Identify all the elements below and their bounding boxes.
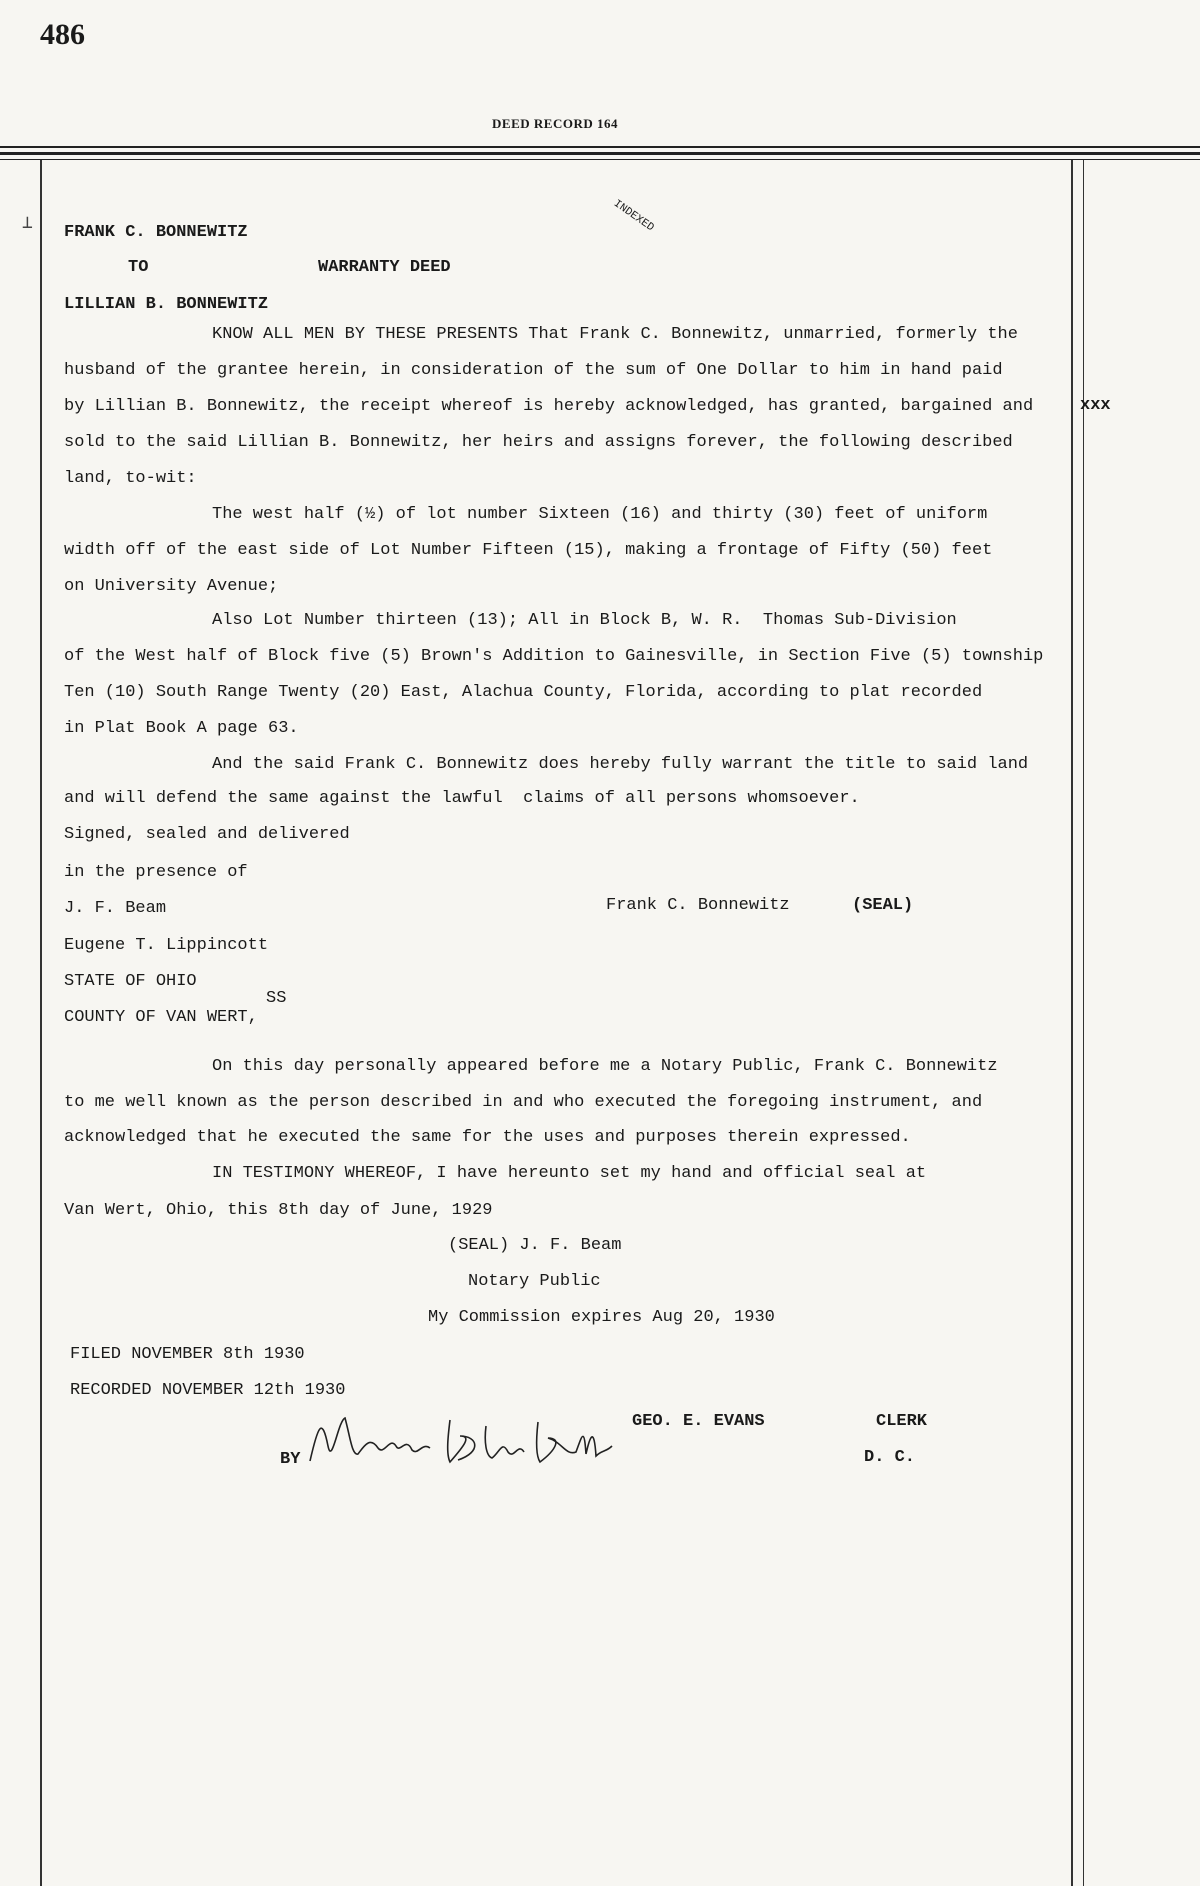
- body-line: width off of the east side of Lot Number Fifteen (15), making a frontage of Fifty (50) feet: [64, 541, 993, 560]
- grantor-signature: Frank C. Bonnewitz: [606, 896, 790, 915]
- caption-to: TO: [128, 258, 149, 277]
- header-rule-middle: [0, 152, 1200, 155]
- header-rule-top: [0, 146, 1200, 148]
- filed-date: FILED NOVEMBER 8th 1930: [70, 1345, 305, 1364]
- acknowledgment-line: to me well known as the person described in and who executed the foregoing instrument, and: [64, 1093, 983, 1112]
- right-margin-line: [1071, 160, 1073, 1886]
- body-line: on University Avenue;: [64, 577, 279, 596]
- body-line: Signed, sealed and delivered: [64, 825, 350, 844]
- body-line: of the West half of Block five (5) Brown's Addition to Gainesville, in Section Five (5) township: [64, 647, 1044, 666]
- body-line: KNOW ALL MEN BY THESE PRESENTS That Frank C. Bonnewitz, unmarried, formerly the: [212, 325, 1018, 344]
- notary-commission: My Commission expires Aug 20, 1930: [428, 1308, 775, 1327]
- body-line: And the said Frank C. Bonnewitz does hereby fully warrant the title to said land: [212, 755, 1029, 774]
- body-line: Ten (10) South Range Twenty (20) East, Alachua County, Florida, according to plat recorded: [64, 683, 983, 702]
- deputy-signature-icon: [300, 1406, 630, 1476]
- grantor-seal: (SEAL): [852, 896, 914, 915]
- header-rule-bottom: [0, 159, 1200, 160]
- venue-ss: SS: [266, 989, 287, 1008]
- margin-tick-mark: ⊥: [22, 214, 33, 234]
- witness-name: Eugene T. Lippincott: [64, 936, 269, 955]
- acknowledgment-line: IN TESTIMONY WHEREOF, I have hereunto set my hand and official seal at: [212, 1164, 927, 1183]
- body-line: in the presence of: [64, 863, 248, 882]
- notary-seal-name: (SEAL) J. F. Beam: [448, 1236, 622, 1255]
- right-margin-line-inner: [1083, 160, 1084, 1886]
- recorded-date: RECORDED NOVEMBER 12th 1930: [70, 1381, 346, 1400]
- indexed-stamp: INDEXED: [611, 198, 656, 235]
- body-line: land, to-wit:: [64, 469, 197, 488]
- page-number: 486: [40, 18, 85, 51]
- body-line: sold to the said Lillian B. Bonnewitz, her heirs and assigns forever, the following described: [64, 433, 1013, 452]
- venue-county: COUNTY OF VAN WERT,: [64, 1008, 258, 1027]
- deputy-clerk-label: D. C.: [864, 1448, 916, 1467]
- clerk-title: CLERK: [876, 1412, 928, 1431]
- clerk-name: GEO. E. EVANS: [632, 1412, 765, 1431]
- book-title: DEED RECORD 164: [492, 116, 618, 131]
- acknowledgment-line: On this day personally appeared before me a Notary Public, Frank C. Bonnewitz: [212, 1057, 998, 1076]
- left-margin-line: [40, 160, 42, 1886]
- grantee-name: LILLIAN B. BONNEWITZ: [64, 295, 269, 314]
- by-label: BY: [280, 1450, 301, 1469]
- grantor-name: FRANK C. BONNEWITZ: [64, 223, 248, 242]
- acknowledgment-line: Van Wert, Ohio, this 8th day of June, 1929: [64, 1201, 493, 1220]
- body-line: Also Lot Number thirteen (13); All in Block B, W. R. Thomas Sub-Division: [212, 611, 957, 630]
- document-type: WARRANTY DEED: [318, 258, 451, 277]
- witness-name: J. F. Beam: [64, 899, 167, 918]
- notary-title: Notary Public: [468, 1272, 601, 1291]
- body-line: and will defend the same against the lawful claims of all persons whomsoever.: [64, 789, 860, 808]
- venue-state: STATE OF OHIO: [64, 972, 197, 991]
- body-line: The west half (½) of lot number Sixteen (16) and thirty (30) feet of uniform: [212, 505, 988, 524]
- body-line: in Plat Book A page 63.: [64, 719, 299, 738]
- acknowledgment-line: acknowledged that he executed the same for the uses and purposes therein expressed.: [64, 1128, 911, 1147]
- body-line: husband of the grantee herein, in consideration of the sum of One Dollar to him in hand paid: [64, 361, 1003, 380]
- margin-strikeout: xxx: [1080, 396, 1111, 415]
- body-line: by Lillian B. Bonnewitz, the receipt whereof is hereby acknowledged, has granted, bargained and: [64, 397, 1034, 416]
